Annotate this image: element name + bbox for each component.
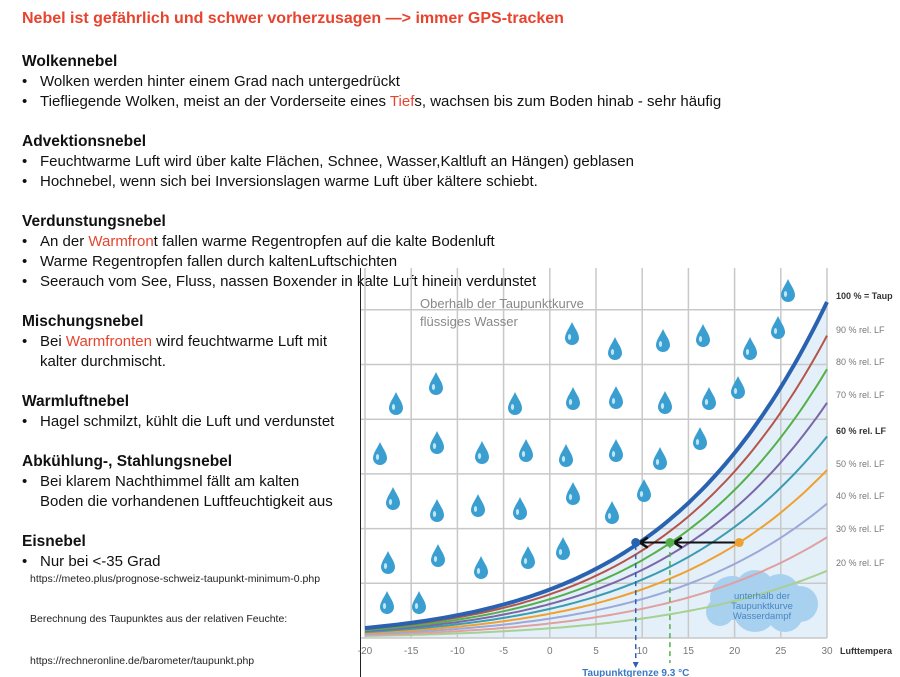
drop-highlight: [562, 456, 565, 462]
drop-shape: [696, 324, 710, 347]
bullet-continuation: Boden die vorhandenen Luftfeuchtigkeit aus: [40, 493, 333, 510]
drop-highlight: [433, 443, 436, 449]
x-tick-label: 25: [775, 646, 787, 657]
bullet-marker: •: [22, 233, 28, 250]
drop-highlight: [661, 403, 664, 409]
drop-shape: [475, 441, 489, 464]
example-point: [735, 538, 744, 547]
series-label: 90 % rel. LF: [836, 325, 885, 335]
section-heading: Abkühlung-, Stahlungsnebel: [22, 453, 233, 470]
drop-shape: [637, 479, 651, 502]
calc-label: Berechnung des Taupunktes aus der relativen Feuchte:: [30, 613, 288, 625]
bullet-text: Hagel schmilzt, kühlt die Luft und verdunstet: [40, 413, 335, 430]
water-drop-icon: [513, 497, 527, 520]
highlighted-term: Warmfronten: [65, 333, 152, 350]
drop-shape: [743, 337, 757, 360]
x-tick-label: -10: [450, 646, 465, 657]
highlighted-term: Warmfron: [88, 233, 154, 250]
series-label: 50 % rel. LF: [836, 459, 885, 469]
section-heading: Mischungsnebel: [22, 313, 144, 330]
water-drop-icon: [475, 441, 489, 464]
bullet-text: Bei: [40, 333, 66, 350]
bullet-marker: •: [22, 173, 28, 190]
drop-shape: [519, 439, 533, 462]
drop-highlight: [612, 398, 615, 404]
drop-shape: [429, 372, 443, 395]
drop-highlight: [415, 603, 418, 609]
drop-shape: [609, 386, 623, 409]
annotation-above: Oberhalb der Taupunktkurve: [420, 296, 584, 311]
drop-highlight: [784, 291, 787, 297]
water-drop-icon: [771, 316, 785, 339]
bullet-marker: •: [22, 253, 28, 270]
annotation-below: Taupunktkurve: [731, 601, 793, 612]
example-point: [631, 538, 640, 547]
slide-title: Nebel ist gefährlich und schwer vorherzusagen —> immer GPS-tracken: [22, 10, 564, 27]
bullet-text: t fallen warme Regentropfen auf die kalte Bodenluft: [153, 233, 495, 250]
drop-shape: [474, 556, 488, 579]
drop-highlight: [659, 341, 662, 347]
bullet-text: wird feuchtwarme Luft mit: [152, 333, 328, 350]
example-point: [665, 538, 674, 547]
drop-highlight: [478, 453, 481, 459]
drop-highlight: [746, 349, 749, 355]
water-drop-icon: [743, 337, 757, 360]
bullet-continuation: kalter durchmischt.: [40, 353, 166, 370]
water-drop-icon: [656, 329, 670, 352]
drop-highlight: [432, 384, 435, 390]
drop-shape: [471, 494, 485, 517]
series-label: 60 % rel. LF: [836, 426, 887, 436]
drop-shape: [605, 501, 619, 524]
drop-highlight: [522, 451, 525, 457]
drop-shape: [430, 499, 444, 522]
drop-highlight: [699, 336, 702, 342]
x-tick-label: 30: [821, 646, 833, 657]
section-heading: Warmluftnebel: [22, 393, 130, 410]
annotation-below: Wasserdampf: [732, 611, 792, 622]
bullet-text: Feuchtwarme Luft wird über kalte Flächen, Schnee, Wasser,Kaltluft an Hängen) geblasen: [40, 153, 634, 170]
drop-shape: [380, 591, 394, 614]
drop-shape: [609, 439, 623, 462]
drop-shape: [521, 546, 535, 569]
drop-shape: [412, 591, 426, 614]
series-label: 80 % rel. LF: [836, 357, 885, 367]
water-drop-icon: [381, 551, 395, 574]
water-drop-icon: [605, 501, 619, 524]
drop-highlight: [477, 568, 480, 574]
water-drop-icon: [658, 391, 672, 414]
bullet-text: An der: [40, 233, 89, 250]
drop-shape: [653, 447, 667, 470]
water-drop-icon: [696, 324, 710, 347]
water-drop-icon: [653, 447, 667, 470]
water-drop-icon: [521, 546, 535, 569]
drop-shape: [693, 427, 707, 450]
drop-highlight: [569, 399, 572, 405]
water-drop-icon: [608, 337, 622, 360]
series-label: 40 % rel. LF: [836, 491, 885, 501]
drop-shape: [702, 387, 716, 410]
drop-shape: [608, 337, 622, 360]
x-tick-label: 10: [636, 646, 648, 657]
water-drop-icon: [609, 439, 623, 462]
water-drop-icon: [430, 499, 444, 522]
water-drop-icon: [702, 387, 716, 410]
annotation-above: flüssiges Wasser: [420, 314, 518, 329]
drop-highlight: [608, 513, 611, 519]
drop-highlight: [434, 556, 437, 562]
bullet-item: [22, 473, 299, 490]
bullet-text: Warme Regentropfen fallen durch kaltenLuftschichten: [40, 253, 398, 270]
bullet-text: Tiefliegende Wolken, meist an der Vorderseite eines: [40, 93, 390, 110]
drop-highlight: [389, 499, 392, 505]
drop-highlight: [384, 563, 387, 569]
water-drop-icon: [386, 487, 400, 510]
bullet-marker: •: [22, 93, 28, 110]
bullet-text: Seerauch vom See, Fluss, nassen Boxender in kalte Luft hinein verdunstet: [40, 273, 537, 290]
series-label: 30 % rel. LF: [836, 524, 885, 534]
bullet-marker: •: [22, 273, 28, 290]
bullet-marker: •: [22, 73, 28, 90]
water-drop-icon: [566, 387, 580, 410]
dewpoint-label: Taupunktgrenze 9.3 °C: [582, 668, 690, 677]
drop-highlight: [612, 451, 615, 457]
drop-shape: [513, 497, 527, 520]
water-drop-icon: [429, 372, 443, 395]
bullet-marker: •: [22, 553, 28, 570]
drop-shape: [381, 551, 395, 574]
bullet-item: [22, 413, 334, 430]
bullet-item: [22, 553, 160, 570]
x-tick-label: -20: [357, 646, 373, 657]
drop-highlight: [569, 494, 572, 500]
water-drop-icon: [519, 439, 533, 462]
series-label: 20 % rel. LF: [836, 558, 885, 568]
bullet-text: Hochnebel, wenn sich bei Inversionslagen warme Luft über kältere schiebt.: [40, 173, 538, 190]
drop-highlight: [705, 399, 708, 405]
x-tick-label: -5: [499, 646, 509, 657]
water-drop-icon: [373, 442, 387, 465]
drop-highlight: [433, 511, 436, 517]
bullet-text: Wolken werden hinter einem Grad nach untergedrückt: [40, 73, 400, 90]
annotation-below: unterhalb der: [734, 591, 790, 602]
section-heading: Wolkennebel: [22, 53, 118, 70]
water-drop-icon: [781, 279, 795, 302]
drop-shape: [771, 316, 785, 339]
section-heading: Eisnebel: [22, 533, 86, 550]
bullet-marker: •: [22, 473, 28, 490]
water-drop-icon: [471, 494, 485, 517]
drop-highlight: [611, 349, 614, 355]
water-drop-icon: [609, 386, 623, 409]
drop-highlight: [734, 388, 737, 394]
drop-highlight: [474, 506, 477, 512]
drop-shape: [386, 487, 400, 510]
x-tick-label: 5: [593, 646, 599, 657]
dewpoint-chart: [357, 268, 900, 677]
drop-shape: [731, 376, 745, 399]
water-drop-icon: [693, 427, 707, 450]
drop-highlight: [656, 459, 659, 465]
drop-highlight: [524, 558, 527, 564]
drop-shape: [566, 387, 580, 410]
bullet-item: [22, 333, 327, 350]
water-drop-icon: [389, 392, 403, 415]
bullet-item: [22, 93, 721, 110]
section-heading: Verdunstungsnebel: [22, 213, 166, 230]
drop-shape: [508, 392, 522, 415]
water-drop-icon: [412, 591, 426, 614]
bullet-marker: •: [22, 153, 28, 170]
x-tick-label: 0: [547, 646, 553, 657]
bullet-item: [22, 253, 397, 270]
x-tick-label: 20: [729, 646, 741, 657]
bullet-item: [22, 73, 400, 90]
drop-highlight: [559, 549, 562, 555]
x-axis-label: Lufttempera: [840, 646, 893, 656]
drop-shape: [565, 322, 579, 345]
bullet-item: [22, 173, 538, 190]
water-drop-icon: [380, 591, 394, 614]
drop-highlight: [640, 491, 643, 497]
drop-highlight: [774, 328, 777, 334]
bullet-item: [22, 233, 495, 250]
bullet-text: Bei klarem Nachthimmel fällt am kalten: [40, 473, 300, 490]
link-rechner[interactable]: https://rechneronline.de/barometer/taupunkt.php: [30, 655, 255, 667]
water-drop-icon: [508, 392, 522, 415]
bullet-text: Nur bei <-35 Grad: [40, 553, 161, 570]
drop-highlight: [383, 603, 386, 609]
bullet-text: s, wachsen bis zum Boden hinab - sehr häufig: [414, 93, 722, 110]
water-drop-icon: [565, 322, 579, 345]
highlighted-term: Tief: [389, 93, 415, 110]
series-label: 70 % rel. LF: [836, 390, 885, 400]
water-drop-icon: [556, 537, 570, 560]
drop-highlight: [516, 509, 519, 515]
drop-shape: [556, 537, 570, 560]
drop-highlight: [696, 439, 699, 445]
water-drop-icon: [430, 431, 444, 454]
x-tick-label: -15: [403, 646, 419, 657]
drop-highlight: [511, 404, 514, 410]
water-drop-icon: [637, 479, 651, 502]
series-label: 100 % = Taup: [836, 291, 893, 301]
water-drop-icon: [566, 482, 580, 505]
bullet-marker: •: [22, 413, 28, 430]
water-drop-icon: [559, 444, 573, 467]
drop-shape: [389, 392, 403, 415]
drop-shape: [781, 279, 795, 302]
water-drop-icon: [731, 376, 745, 399]
drop-shape: [373, 442, 387, 465]
drop-shape: [656, 329, 670, 352]
bullet-item: [22, 153, 634, 170]
drop-highlight: [568, 334, 571, 340]
drop-shape: [566, 482, 580, 505]
drop-highlight: [376, 454, 379, 460]
water-drop-icon: [431, 544, 445, 567]
section-heading: Advektionsnebel: [22, 133, 147, 150]
drop-shape: [431, 544, 445, 567]
drop-highlight: [392, 404, 395, 410]
water-drop-icon: [474, 556, 488, 579]
x-tick-label: 15: [682, 646, 694, 657]
bullet-marker: •: [22, 333, 28, 350]
drop-shape: [658, 391, 672, 414]
link-meteo[interactable]: https://meteo.plus/prognose-schweiz-taupunkt-minimum-0.php: [30, 573, 321, 585]
drop-shape: [430, 431, 444, 454]
drop-shape: [559, 444, 573, 467]
